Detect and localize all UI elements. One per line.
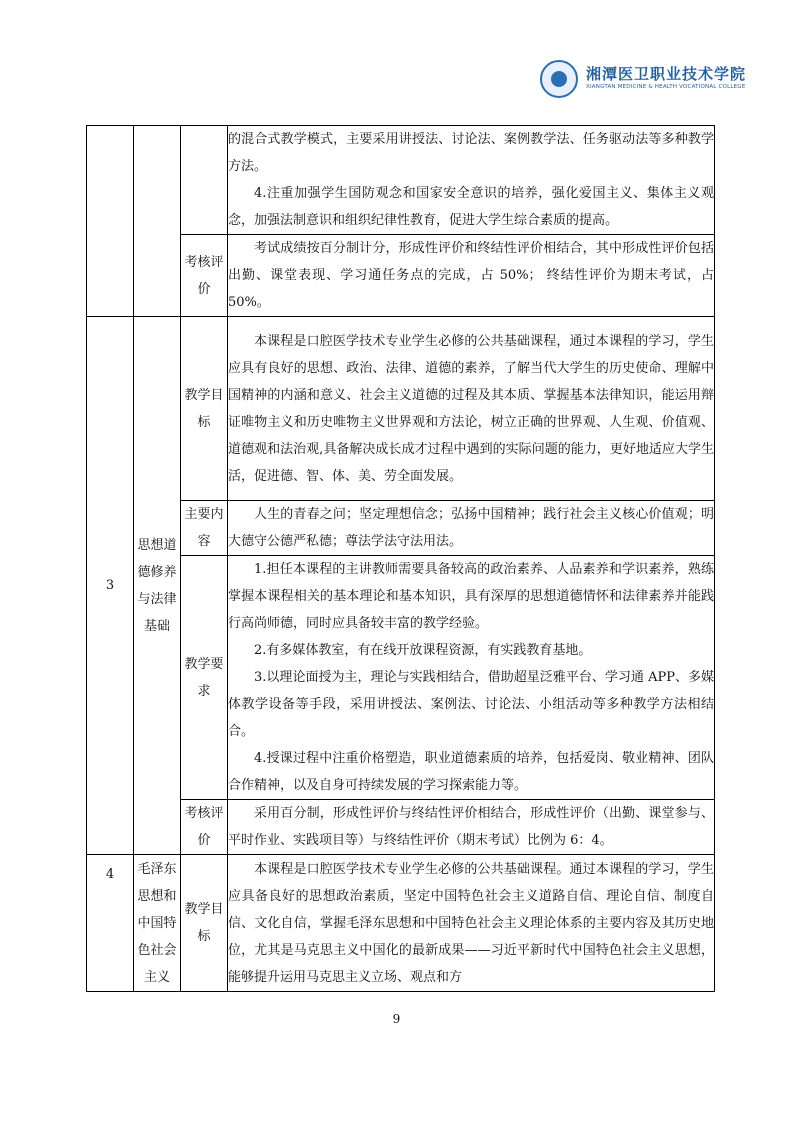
table-row bbox=[87, 126, 715, 235]
table-row bbox=[87, 317, 715, 501]
goal-label: 教学目标 bbox=[181, 855, 228, 992]
curriculum-table bbox=[86, 125, 715, 992]
req-item: 3.以理论面授为主，理论与实践相结合，借助超星泛雅平台、学习通 APP、多媒体教学设备等手段，采用讲授法、案例法、讨论法、小组活动等多种教学方法相结合。 bbox=[228, 670, 714, 739]
assess-label: 考核评价 bbox=[181, 800, 228, 855]
table-row bbox=[87, 556, 715, 800]
course-number: 3 bbox=[87, 317, 134, 855]
req-item: 1.担任本课程的主讲教师需要具备较高的政治素养、人品素养和学识素养，熟练掌握本课程相关的基本理论和基本知识，具有深厚的思想道德情怀和法律素养并能践行高尚师德，同时应具备较丰富的教学经验。 bbox=[228, 562, 714, 631]
item4-text: 4.注重加强学生国防观念和国家安全意识的培养，强化爱国主义、集体主义观念，加强法制意识和组织纪律性教育，促进大学生综合素质的提高。 bbox=[228, 186, 714, 228]
assess-text: 采用百分制，形成性评价与终结性评价相结合，形成性评价（出勤、课堂参与、平时作业、实践项目等）与终结性评价（期末考试）比例为 6：4。 bbox=[228, 806, 714, 848]
content-text: 人生的青春之问；坚定理想信念；弘扬中国精神；践行社会主义核心价值观；明大德守公德严私德；尊法学法守法用法。 bbox=[228, 507, 714, 549]
section-label-cell bbox=[181, 126, 228, 235]
table-row bbox=[87, 501, 715, 556]
school-name-en: XIANGTAN MEDICINE & HEALTH VOCATIONAL COLLEGE bbox=[586, 84, 746, 90]
table-row bbox=[87, 855, 715, 992]
methods-text: 的混合式教学模式，主要采用讲授法、讨论法、案例教学法、任务驱动法等多种教学方法。 bbox=[228, 132, 714, 174]
req-label: 教学要求 bbox=[181, 556, 228, 800]
course-number-cell bbox=[87, 126, 134, 317]
goal-text: 本课程是口腔医学技术专业学生必修的公共基础课程，通过本课程的学习，学生应具有良好的思想、政治、法律、道德的素养，了解当代大学生的历史使命、理解中国精神的内涵和意义、社会主义道德的过程及其本质、掌握基本法律知识，能运用辩证唯物主义和历史唯物主义世界观和方法论，树立正确的世界观、人生观、价值观、道德观和法治观,具备解决成长成才过程中遇到的实际问题的能力，更好地适应大学生活，促进德、智、体、美、劳全面发展。 bbox=[228, 333, 714, 484]
course-name: 思想道德修养与法律基础 bbox=[134, 317, 181, 855]
assess-content-cell bbox=[228, 235, 715, 317]
methods-content-cell bbox=[228, 126, 715, 235]
course-number: 4 bbox=[87, 855, 134, 992]
page-header bbox=[540, 60, 760, 104]
req-item: 2.有多媒体教室，有在线开放课程资源，有实践教育基地。 bbox=[254, 643, 592, 658]
goal-content-cell bbox=[228, 317, 715, 501]
college-logo-icon bbox=[540, 60, 578, 98]
course-name-cell bbox=[134, 126, 181, 317]
goal-text: 本课程是口腔医学技术专业学生必修的公共基础课程。通过本课程的学习，学生应具备良好的思想政治素质，坚定中国特色社会主义道路自信、理论自信、制度自信、文化自信，掌握毛泽东思想和中国特色社会主义理论体系的主要内容及其历史地位，尤其是马克思主义中国化的最新成果——习近平新时代中国特色社会主义思想，能够提升运用马克思主义立场、观点和方 bbox=[228, 861, 714, 985]
goal-content-cell bbox=[228, 855, 715, 992]
assess-label: 考核评价 bbox=[181, 235, 228, 317]
content-cell bbox=[228, 501, 715, 556]
goal-label: 教学目标 bbox=[181, 317, 228, 501]
school-name-cn: 湘潭医卫职业技术学院 bbox=[586, 65, 747, 83]
req-item: 4.授课过程中注重价格塑造，职业道德素质的培养，包括爱岗、敬业精神、团队合作精神，以及自身可持续发展的学习探索能力等。 bbox=[228, 751, 714, 793]
req-content-cell bbox=[228, 556, 715, 800]
course-name: 毛泽东思想和中国特色社会主义 bbox=[134, 855, 181, 992]
assess-text: 考试成绩按百分制计分，形成性评价和终结性评价相结合，其中形成性评价包括出勤、课堂表现、学习通任务点的完成，占 50%； 终结性评价为期末考试，占 50%。 bbox=[228, 241, 714, 310]
content-label: 主要内容 bbox=[181, 501, 228, 556]
table-row bbox=[87, 800, 715, 855]
assess-content-cell bbox=[228, 800, 715, 855]
page-number: 9 bbox=[392, 1012, 401, 1026]
table-row bbox=[87, 235, 715, 317]
